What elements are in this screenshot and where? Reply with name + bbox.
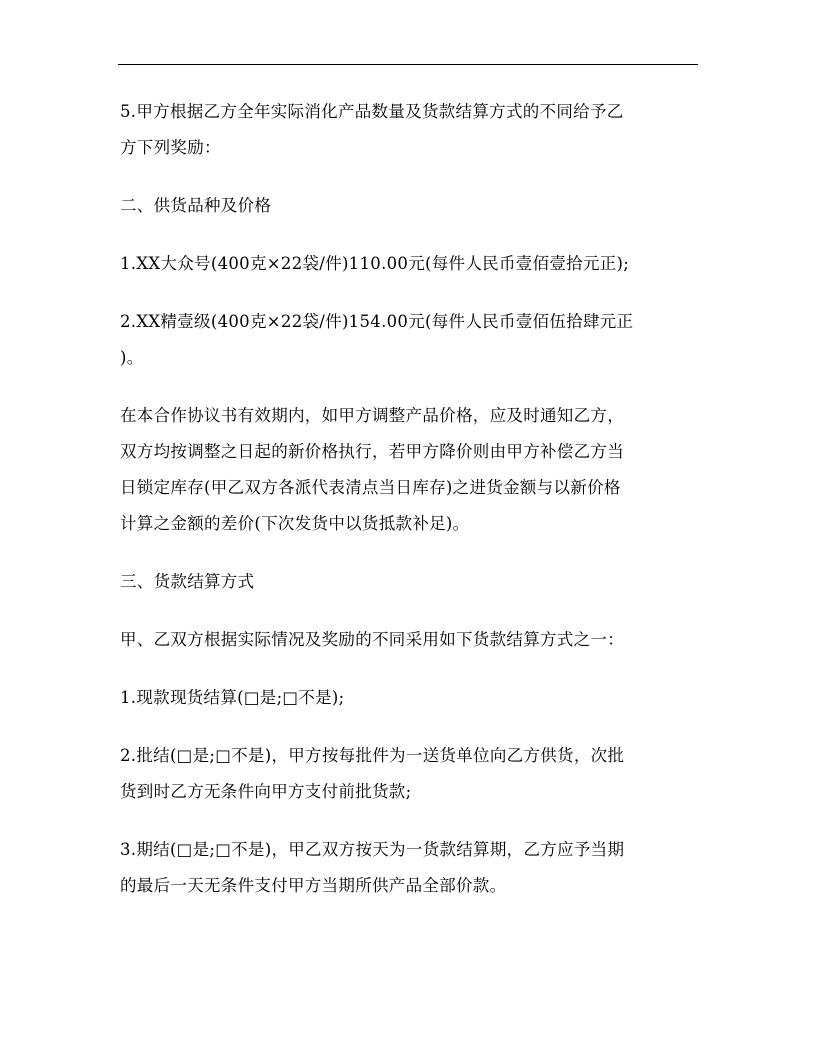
price-item-1 [120,246,700,282]
settlement-option-1 [120,680,700,716]
section-heading-supply [120,188,700,224]
document-body [120,94,700,926]
text-line: 二、供货品种及价格 [120,196,272,215]
text-line: 在本合作协议书有效期内，如甲方调整产品价格，应及时通知乙方， [120,406,624,425]
text-line: 的最后一天无条件支付甲方当期所供产品全部价款。 [120,876,507,895]
text-line: 1.XX大众号(400克×22袋/件)110.00元(每件人民币壹佰壹拾元正); [120,254,630,273]
price-item-2 [120,304,700,376]
settlement-intro [120,622,700,658]
header-rule [118,64,698,65]
price-adjustment-paragraph [120,398,700,542]
text-line: 日锁定库存(甲乙双方各派代表清点当日库存)之进货金额与以新价格 [120,478,621,497]
settlement-option-2 [120,738,700,810]
text-line: 双方均按调整之日起的新价格执行，若甲方降价则由甲方补偿乙方当 [120,442,624,461]
text-line: 三、货款结算方式 [120,572,255,591]
text-line: 货到时乙方无条件向甲方支付前批货款; [120,782,412,801]
text-line: 甲、乙双方根据实际情况及奖励的不同采用如下货款结算方式之一： [120,630,624,649]
text-line: 计算之金额的差价(下次发货中以货抵款补足)。 [120,514,470,533]
text-line: 2.XX精壹级(400克×22袋/件)154.00元(每件人民币壹佰伍拾肆元正 [120,312,634,331]
text-line: )。 [120,348,144,367]
text-line: 2.批结(□是;□不是)，甲方按每批件为一送货单位向乙方供货，次批 [120,746,625,765]
settlement-option-3 [120,832,700,904]
text-line: 方下列奖励： [120,138,221,157]
text-line: 5.甲方根据乙方全年实际消化产品数量及货款结算方式的不同给予乙 [120,102,624,121]
reward-clause-paragraph [120,94,700,166]
text-line: 3.期结(□是;□不是)，甲乙双方按天为一货款结算期，乙方应予当期 [120,840,625,859]
section-heading-settlement [120,564,700,600]
text-line: 1.现款现货结算(□是;□不是); [120,688,345,707]
